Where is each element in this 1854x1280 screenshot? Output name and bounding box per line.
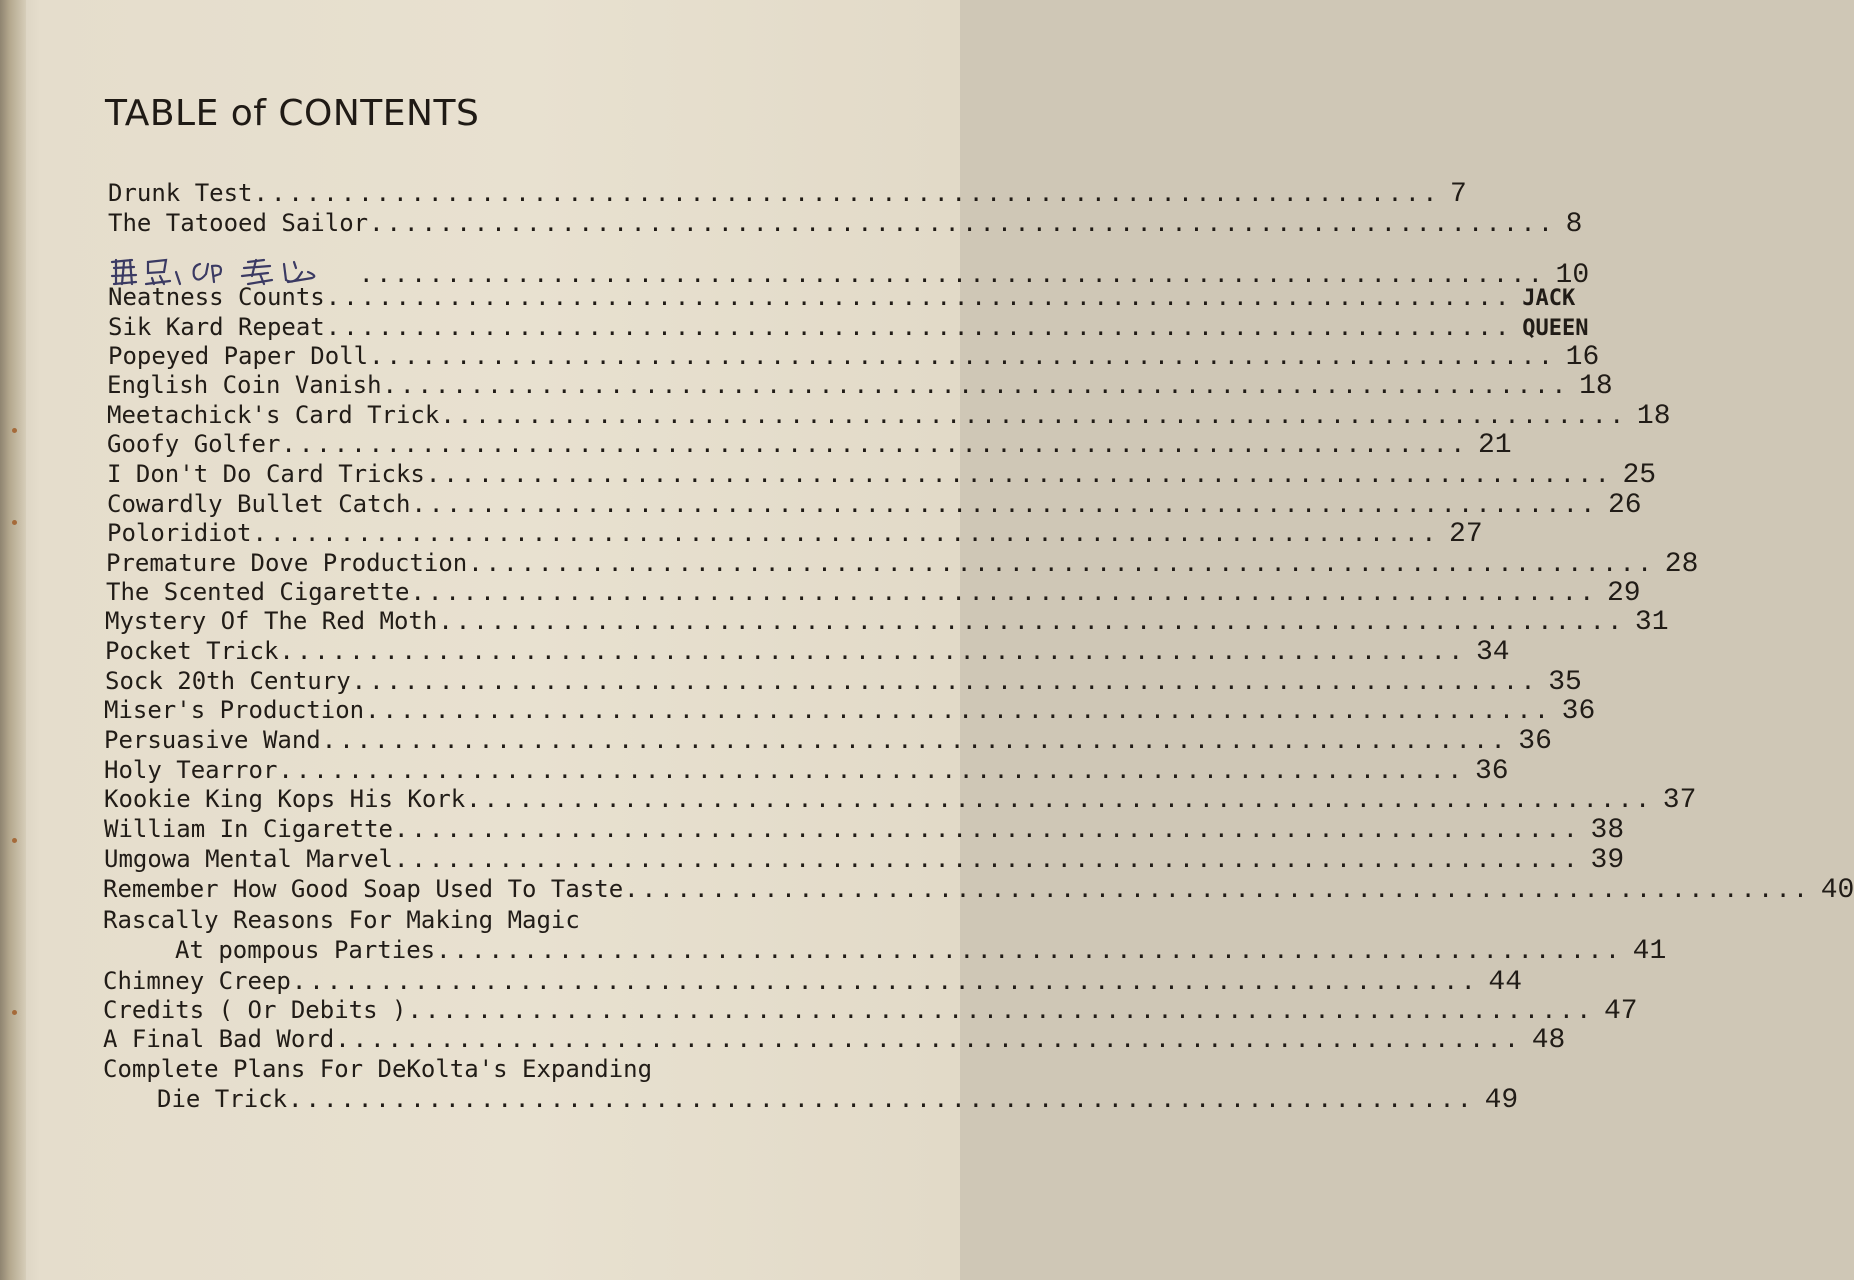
entry-page: 49 <box>1484 1085 1519 1116</box>
entry-title: The Scented Cigarette <box>106 578 410 606</box>
entry-title: Meetachick's Card Trick <box>107 401 440 429</box>
dot-leader: .................................................................... <box>468 549 1655 577</box>
entry-page: 10 <box>1555 260 1590 291</box>
entry-page: 28 <box>1664 549 1699 580</box>
toc-entry-title-line: Rascally Reasons For Making Magic <box>103 906 580 934</box>
dot-leader: .................................................................... <box>436 936 1623 964</box>
page-title: TABLE of CONTENTS <box>105 93 480 134</box>
dot-leader: .................................................................... <box>351 667 1539 695</box>
entry-title: Chimney Creep <box>103 967 291 995</box>
entry-page: 48 <box>1531 1025 1566 1056</box>
entry-page: 27 <box>1449 519 1483 550</box>
toc-entry <box>103 874 1854 906</box>
dot-leader: .................................................................... <box>411 490 1598 518</box>
entry-page: 37 <box>1662 785 1697 816</box>
dot-leader: .................................................................... <box>369 209 1556 237</box>
entry-title: Drunk Test <box>108 179 253 207</box>
entry-page: 31 <box>1634 607 1669 638</box>
entry-title: Umgowa Mental Marvel <box>104 845 393 873</box>
toc-entry <box>157 1084 1519 1116</box>
entry-title-continuation: Die Trick <box>157 1085 288 1113</box>
dot-leader: .................................................................... <box>291 967 1479 995</box>
toc-entry <box>104 695 1596 727</box>
dot-leader: .................................................................... <box>325 283 1513 311</box>
toc-entry <box>108 282 1576 312</box>
dot-leader: .................................................................... <box>278 756 1465 784</box>
toc-entry <box>104 784 1697 816</box>
entry-page: 18 <box>1636 401 1671 432</box>
entry-page: 41 <box>1632 936 1667 967</box>
entry-title: William In Cigarette <box>104 815 393 843</box>
toc-entry <box>107 400 1671 432</box>
entry-page: 29 <box>1606 578 1641 609</box>
dot-leader: .................................................................... <box>425 460 1613 488</box>
toc-entry <box>106 577 1641 609</box>
dot-leader: .................................................................... <box>253 179 1441 207</box>
entry-title: Miser's Production <box>104 696 365 724</box>
toc-entry <box>105 636 1510 668</box>
toc-entry <box>104 814 1625 846</box>
dot-leader: .................................................................... <box>288 1085 1475 1113</box>
entry-page: 26 <box>1607 490 1642 521</box>
toc-entry <box>108 341 1600 373</box>
dot-leader: .................................................................... <box>393 845 1581 873</box>
dot-leader: .................................................................... <box>369 342 1556 370</box>
entry-title: Cowardly Bullet Catch <box>107 490 411 518</box>
toc-entry <box>107 459 1657 491</box>
entry-page: 35 <box>1548 667 1582 698</box>
entry-title: I Don't Do Card Tricks <box>107 460 425 488</box>
entry-page: 36 <box>1518 726 1552 757</box>
dot-leader: .................................................................... <box>440 401 1627 429</box>
entry-page: 40 <box>1820 875 1854 906</box>
toc-entry <box>108 178 1467 210</box>
toc-entry <box>107 518 1483 550</box>
entry-title: Goofy Golfer <box>107 430 281 458</box>
entry-page: 7 <box>1450 179 1467 210</box>
toc-entry <box>106 548 1699 580</box>
dot-leader: .................................................................... <box>393 815 1581 843</box>
entry-page: 8 <box>1565 209 1583 240</box>
toc-entry <box>103 995 1638 1027</box>
dot-leader: .................................................................... <box>365 696 1552 724</box>
dot-leader: .................................................................... <box>410 578 1597 606</box>
toc-entry <box>108 254 1590 291</box>
toc-entry <box>104 844 1625 876</box>
dot-leader: .................................................................... <box>624 875 1811 903</box>
entry-title: Holy Tearror <box>104 756 278 784</box>
entry-title: English Coin Vanish <box>107 371 382 399</box>
toc-entry <box>175 935 1667 967</box>
dot-leader: .................................................................... <box>279 637 1466 665</box>
dot-leader: .................................................................... <box>382 371 1570 399</box>
entry-title: Premature Dove Production <box>106 549 468 577</box>
toc-entry <box>105 606 1669 638</box>
entry-title: Sik Kard Repeat <box>108 313 325 341</box>
entry-page: 25 <box>1622 460 1657 491</box>
entry-title-continuation: At pompous Parties <box>175 936 436 964</box>
entry-title: Poloridiot <box>107 519 252 547</box>
dot-leader: .................................................................... <box>335 1025 1522 1053</box>
entry-page: 34 <box>1475 637 1510 668</box>
dot-leader: .................................................................... <box>407 996 1594 1024</box>
toc-entry <box>103 1024 1566 1056</box>
entry-title: Credits ( Or Debits ) <box>103 996 407 1024</box>
entry-page: 36 <box>1474 756 1509 787</box>
entry-page: JACK <box>1522 286 1576 311</box>
entry-title: Popeyed Paper Doll <box>108 342 369 370</box>
toc-entry <box>104 725 1552 757</box>
dot-leader: .................................................................... <box>281 430 1468 458</box>
toc-entry <box>107 489 1642 521</box>
entry-page: 18 <box>1579 371 1613 402</box>
dot-leader: .................................................................... <box>325 313 1513 341</box>
toc-entry <box>108 312 1589 342</box>
toc-entry <box>107 429 1512 461</box>
toc-entry <box>108 208 1583 240</box>
dot-leader: .................................................................... <box>438 607 1625 635</box>
entry-title: Neatness Counts <box>108 283 325 311</box>
entry-page: 16 <box>1565 342 1600 373</box>
entry-page: QUEEN <box>1522 316 1589 341</box>
entry-title: Sock 20th Century <box>105 667 351 695</box>
dot-leader: .................................................................... <box>321 726 1509 754</box>
toc-entry <box>103 966 1522 998</box>
entry-page: 21 <box>1477 430 1512 461</box>
entry-title: Persuasive Wand <box>104 726 321 754</box>
entry-title: Remember How Good Soap Used To Taste <box>103 875 624 903</box>
dot-leader: .................................................................... <box>466 785 1653 813</box>
toc-entry <box>104 755 1509 787</box>
toc-entry <box>105 666 1582 698</box>
entry-title: The Tatooed Sailor <box>108 209 369 237</box>
entry-page: 38 <box>1590 815 1625 846</box>
entry-title: Kookie King Kops His Kork <box>104 785 466 813</box>
entry-title: Mystery Of The Red Moth <box>105 607 438 635</box>
toc-entry <box>107 370 1613 402</box>
dot-leader: .................................................................... <box>359 260 1546 288</box>
entry-page: 39 <box>1590 845 1625 876</box>
entry-title: Pocket Trick <box>105 637 279 665</box>
dot-leader: .................................................................... <box>252 519 1440 547</box>
toc-entry-title-line: Complete Plans For DeKolta's Expanding <box>103 1055 653 1083</box>
entry-title: A Final Bad Word <box>103 1025 335 1053</box>
entry-page: 47 <box>1603 996 1638 1027</box>
entry-page: 44 <box>1488 967 1522 998</box>
entry-page: 36 <box>1561 696 1596 727</box>
